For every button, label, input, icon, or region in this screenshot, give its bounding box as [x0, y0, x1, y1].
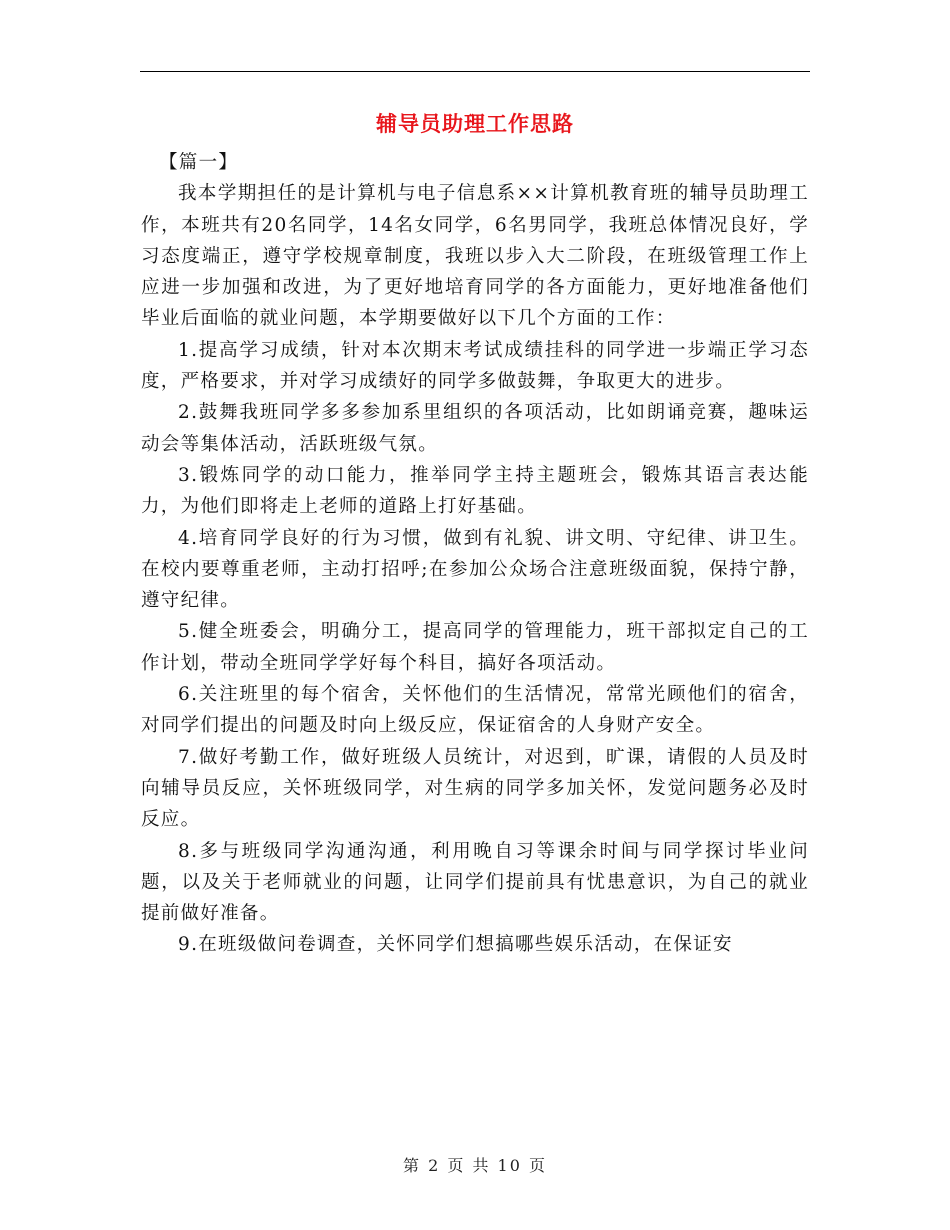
section-label: 【篇一】 — [159, 152, 239, 173]
list-item-4: 4.培育同学良好的行为习惯，做到有礼貌、讲文明、守纪律、讲卫生。在校内要尊重老师，主动打招呼;在参加公众场合注意班级面貌，保持宁静，遵守纪律。 — [141, 527, 809, 612]
document-body — [141, 147, 809, 961]
page-footer: 第 2 页 共 10 页 — [403, 1156, 547, 1175]
header-rule — [140, 71, 810, 72]
document-title: 辅导员助理工作思路 — [376, 111, 574, 136]
intro-paragraph: 我本学期担任的是计算机与电子信息系××计算机教育班的辅导员助理工作，本班共有20名同学，14名女同学，6名男同学，我班总体情况良好，学习态度端正，遵守学校规章制度，我班以步入大二阶段，在班级管理工作上应进一步加强和改进，为了更好地培育同学的各方面能力，更好地准备他们毕业后面临的就业问题，本学期要做好以下几个方面的工作： — [141, 183, 809, 330]
list-item-8: 8.多与班级同学沟通沟通，利用晚自习等课余时间与同学探讨毕业问题，以及关于老师就业的问题，让同学们提前具有忧患意识，为自己的就业提前做好准备。 — [141, 840, 809, 925]
list-item-7: 7.做好考勤工作，做好班级人员统计，对迟到，旷课，请假的人员及时向辅导员反应，关怀班级同学，对生病的同学多加关怀，发觉问题务必及时反应。 — [141, 746, 809, 831]
list-item-3: 3.锻炼同学的动口能力，推举同学主持主题班会，锻炼其语言表达能力，为他们即将走上老师的道路上打好基础。 — [141, 464, 809, 518]
list-item-5: 5.健全班委会，明确分工，提高同学的管理能力，班干部拟定自己的工作计划，带动全班同学学好每个科目，搞好各项活动。 — [141, 621, 809, 674]
list-item-9: 9.在班级做问卷调查，关怀同学们想搞哪些娱乐活动，在保证安 — [178, 934, 733, 956]
list-item-2: 2.鼓舞我班同学多多参加系里组织的各项活动，比如朗诵竞赛，趣味运动会等集体活动，活跃班级气氛。 — [141, 402, 809, 455]
list-item-1: 1.提高学习成绩，针对本次期末考试成绩挂科的同学进一步端正学习态度，严格要求，并对学习成绩好的同学多做鼓舞，争取更大的进步。 — [141, 339, 809, 393]
list-item-6: 6.关注班里的每个宿舍，关怀他们的生活情况，常常光顾他们的宿舍，对同学们提出的问题及时向上级反应，保证宿舍的人身财产安全。 — [141, 684, 809, 737]
